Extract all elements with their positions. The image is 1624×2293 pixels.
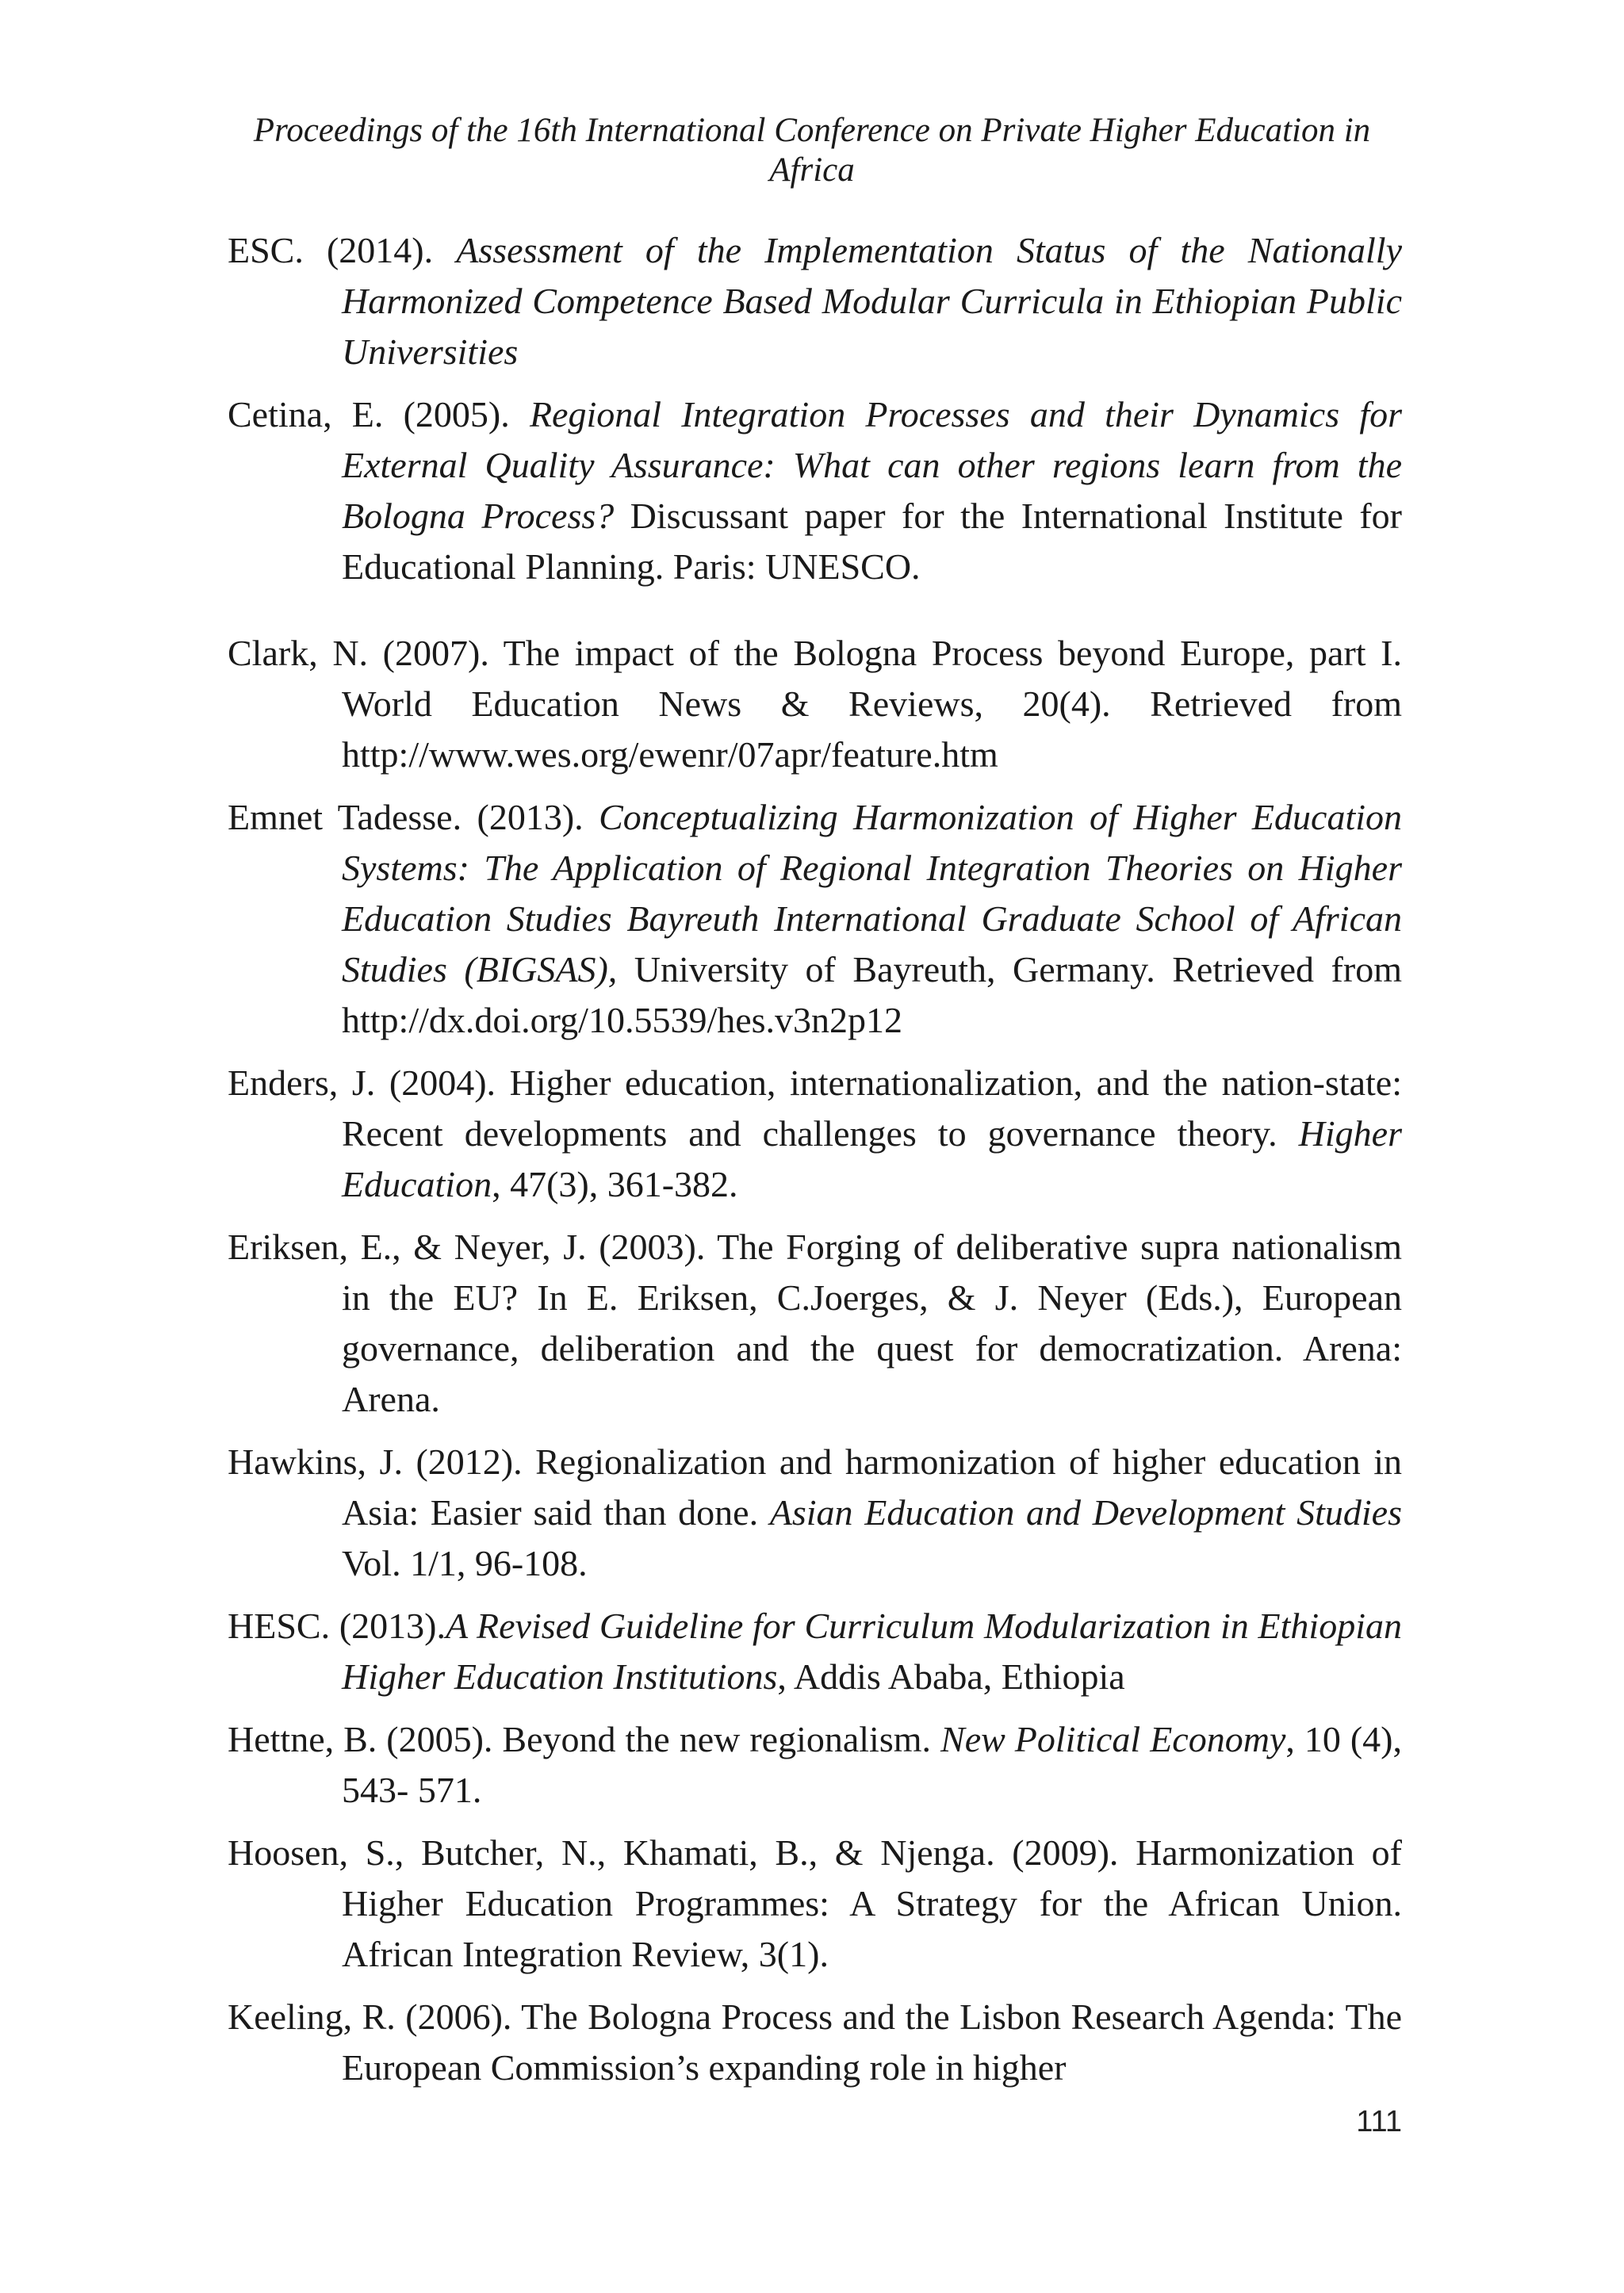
ref-title: Conceptualizing Harmonization of Higher Education Systems: The Application of Regional Integration Theories on Higher Education Studies Bayreuth International Graduate School of African Studies (BIGSAS), [342, 797, 1403, 990]
reference-list [228, 225, 1402, 2105]
ref-text: Keeling, R. (2006). The Bologna Process and the Lisbon Research Agenda: The European Commission’s expanding role in higher [228, 1996, 1402, 2088]
ref-text: Hoosen, S., Butcher, N., Khamati, B., & Njenga. (2009). Harmonization of Higher Education Programmes: A Strategy for the African Union. African Integration Review, 3(1). [228, 1832, 1402, 1974]
reference-emnet-2013 [228, 792, 1402, 1046]
reference-cetina-2005 [228, 389, 1402, 592]
ref-text: Discussant paper for the International Institute for Educational Planning. Paris: UNESCO. [342, 496, 1402, 587]
ref-text: Eriksen, E., & Neyer, J. (2003). The Forging of deliberative supra nationalism in the EU? In E. Eriksen, C.Joerges, & J. Neyer (Eds.), European governance, deliberation and the quest for democratization. Arena: Arena. [228, 1227, 1402, 1419]
ref-text: HESC. (2013). [228, 1606, 446, 1646]
ref-title: New Political Economy [940, 1719, 1286, 1759]
reference-clark-2007 [228, 628, 1402, 780]
reference-enders-2004 [228, 1058, 1402, 1210]
ref-text: Enders, J. (2004). Higher education, internationalization, and the nation-state: Recent developments and challenges to governance theory. [228, 1062, 1402, 1154]
ref-title: Regional Integration Processes and their Dynamics for External Quality Assurance: What can other regions learn from the Bologna Process? [342, 394, 1402, 536]
reference-hettne-2005 [228, 1714, 1402, 1816]
reference-hoosen-2009 [228, 1828, 1402, 1980]
ref-title: Higher Education [342, 1113, 1402, 1204]
ref-text: , 10 (4), 543- 571. [342, 1719, 1402, 1810]
running-header-line-2: Africa [769, 151, 855, 189]
page-number: 111 [1356, 2105, 1402, 2138]
ref-text: , Addis Ababa, Ethiopia [777, 1656, 1125, 1697]
ref-text: Clark, N. (2007). The impact of the Bologna Process beyond Europe, part I. World Education News & Reviews, 20(4). Retrieved from http://www.wes.org/ewenr/07apr/feature.htm [228, 633, 1402, 775]
reference-hesc-2013 [228, 1601, 1402, 1702]
ref-text: Hawkins, J. (2012). Regionalization and harmonization of higher education in Asia: Easier said than done. [228, 1441, 1402, 1533]
ref-text: Vol. 1/1, 96-108. [342, 1543, 588, 1583]
ref-text: University of Bayreuth, Germany. Retrieved from http://dx.doi.org/10.5539/hes.v3n2p12 [342, 949, 1402, 1040]
running-header-line-1: Proceedings of the 16th International Conference on Private Higher Education in [253, 112, 1371, 149]
ref-text: Cetina, E. (2005). [228, 394, 530, 434]
ref-title: A Revised Guideline for Curriculum Modularization in Ethiopian Higher Education Institutions [342, 1606, 1402, 1697]
ref-text: Emnet Tadesse. (2013). [228, 797, 599, 837]
ref-title: Assessment of the Implementation Status of the Nationally Harmonized Competence Based Modular Curricula in Ethiopian Public Universities [342, 230, 1403, 372]
running-header [206, 111, 1418, 190]
ref-text: ESC. (2014). [228, 230, 457, 270]
reference-esc-2014 [228, 225, 1402, 377]
reference-hawkins-2012 [228, 1437, 1402, 1589]
ref-text: Hettne, B. (2005). Beyond the new regionalism. [228, 1719, 941, 1759]
ref-text: , 47(3), 361-382. [492, 1164, 738, 1204]
ref-title: Asian Education and Development Studies [769, 1492, 1403, 1533]
reference-keeling-2006 [228, 1992, 1402, 2093]
reference-eriksen-2003 [228, 1222, 1402, 1425]
